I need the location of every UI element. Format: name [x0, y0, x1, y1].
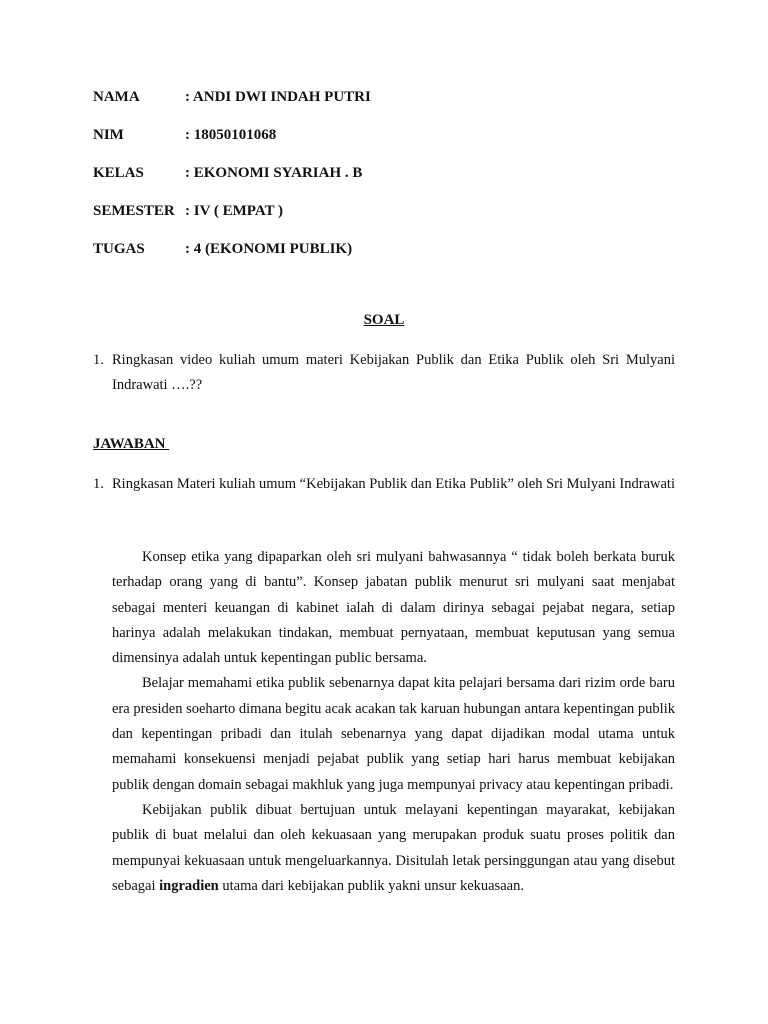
- info-value: : EKONOMI SYARIAH . B: [185, 165, 363, 181]
- info-value: : IV ( EMPAT ): [185, 203, 284, 219]
- answer-paragraph: [112, 798, 675, 899]
- answer-item: [93, 472, 675, 497]
- paragraph-text: Kebijakan publik dibuat bertujuan untuk melayani kepentingan mayarakat, kebijakan publik di buat melalui dan oleh kekuasaan yang merupakan produk suatu proses politik dan mempunyai kekuasaan untuk mengeluarkannya. Disitulah letak persinggungan atau yang disebut sebagai: [112, 801, 675, 894]
- info-label: KELAS: [93, 165, 144, 181]
- paragraph-text: utama dari kebijakan publik yakni unsur kekuasaan.: [218, 877, 524, 894]
- question-number: 1.: [93, 352, 104, 368]
- answer-title: Ringkasan Materi kuliah umum “Kebijakan Publik dan Etika Publik” oleh Sri Mulyani Indrawati: [112, 476, 675, 492]
- answer-paragraph: Konsep etika yang dipaparkan oleh sri mulyani bahwasannya “ tidak boleh berkata buruk terhadap orang yang di bantu”. Konsep jabatan publik menurut sri mulyani saat menjabat sebagai menteri keuangan di kabinet ialah di dalam dirinya sebagai pejabat negara, setiap harinya adalah melakukan tindakan, membuat pernyataan, membuat keputusan yang semua dimensinya adalah untuk kepentingan public bersama.: [112, 549, 675, 667]
- bold-term: ingradien: [159, 877, 219, 894]
- info-row-semester: [93, 202, 693, 240]
- answer-body: [112, 545, 675, 899]
- question-text: Ringkasan video kuliah umum materi Kebijakan Publik dan Etika Publik oleh Sri Mulyani Indrawati ….??: [112, 352, 675, 393]
- info-label: NAMA: [93, 89, 140, 105]
- info-row-nama: [93, 88, 693, 126]
- jawaban-heading: JAWABAN: [93, 436, 170, 452]
- info-value: : 4 (EKONOMI PUBLIK): [185, 241, 353, 257]
- soal-heading: SOAL: [363, 312, 405, 328]
- student-info: [93, 88, 693, 278]
- info-row-nim: [93, 126, 693, 164]
- info-row-kelas: [93, 164, 693, 202]
- info-value: : 18050101068: [185, 127, 277, 143]
- info-value: : ANDI DWI INDAH PUTRI: [185, 89, 371, 105]
- question-item: [93, 348, 675, 398]
- info-label: SEMESTER: [93, 203, 175, 219]
- answer-paragraph: Belajar memahami etika publik sebenarnya dapat kita pelajari bersama dari rizim orde baru era presiden soeharto dimana begitu acak acakan tak karuan hubungan antara kepentingan publik dan kepentingan pribadi dan itulah sebenarnya yang dapat dijadikan modal utama untuk memahami konsekuensi menjadi pejabat publik yang setiap hari harus membuat kebijakan publik dengan domain sebagai makhluk yang juga mempunyai privacy atau kepentingan pribadi.: [112, 675, 675, 793]
- info-label: TUGAS: [93, 241, 145, 257]
- info-row-tugas: [93, 240, 693, 278]
- answer-number: 1.: [93, 476, 104, 492]
- info-label: NIM: [93, 127, 124, 143]
